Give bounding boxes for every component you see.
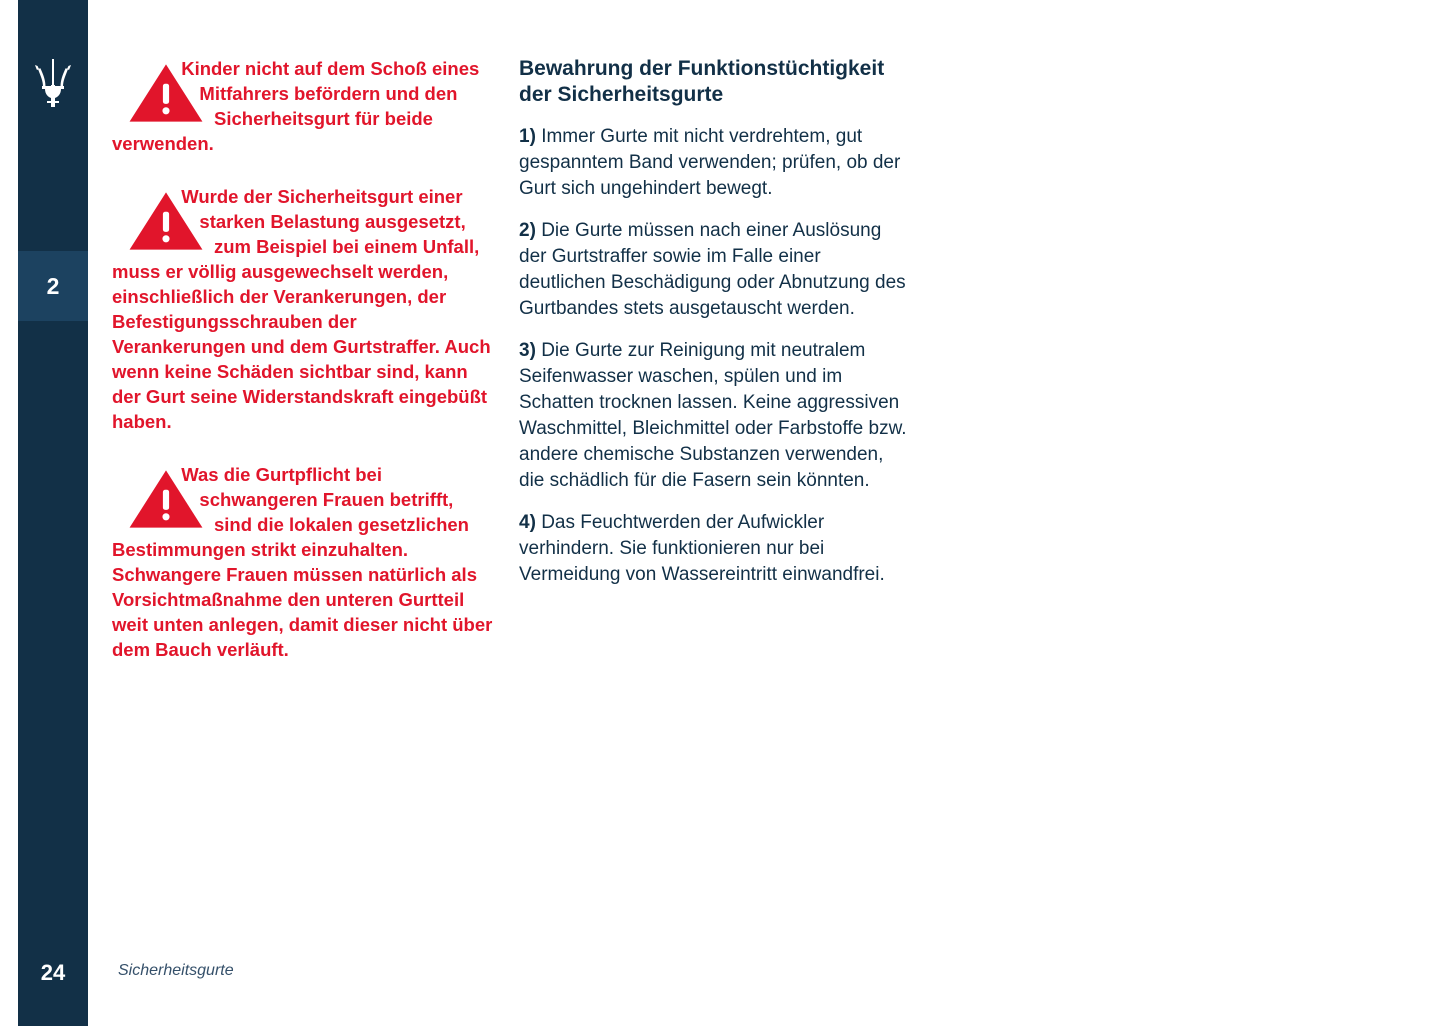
item-text: Die Gurte müssen nach einer Auslösung der Gurtstraffer sowie im Falle einer deutlichen Beschädigung oder Abnutzung des Gurtbandes stets ausgetauscht werden. (519, 220, 906, 319)
warning-block (112, 56, 494, 156)
numbered-item (519, 124, 909, 202)
item-number: 2) (519, 220, 536, 241)
item-text: Die Gurte zur Reinigung mit neutralem Seifenwasser waschen, spülen und im Schatten trocknen lassen. Keine aggressiven Waschmittel, Bleichmittel oder Farbstoffe bzw. andere chemische Substanzen verwenden, die schädlich für die Fasern sein könnten. (519, 340, 907, 491)
warning-text: Was die Gurtpflicht bei schwangeren Frauen betrifft, sind die lokalen gesetzlichen Bestimmungen strikt einzuhalten. Schwangere Frauen müssen natürlich als Vorsichtmaßnahme den unteren Gurtteil weit unten anlegen, damit dieser nicht über dem Bauch verläuft. (112, 464, 493, 660)
numbered-item (519, 338, 909, 494)
right-column (519, 56, 909, 604)
numbered-item (519, 510, 909, 588)
chapter-tab-label: 2 (46, 272, 60, 299)
warning-block (112, 462, 494, 662)
item-text: Das Feuchtwerden der Aufwickler verhindern. Sie funktionieren nur bei Vermeidung von Wassereintritt einwandfrei. (519, 512, 885, 585)
maserati-trident-icon (18, 48, 88, 118)
item-number: 3) (519, 340, 536, 361)
item-number: 1) (519, 126, 536, 147)
warning-text: Kinder nicht auf dem Schoß eines Mitfahrers befördern und den Sicherheitsgurt für beide verwenden. (112, 58, 480, 154)
sidebar (18, 0, 88, 1026)
page-number: 24 (40, 960, 66, 985)
footer-section-label: Sicherheitsgurte (118, 962, 234, 979)
numbered-item (519, 218, 909, 322)
item-text: Immer Gurte mit nicht verdrehtem, gut gespanntem Band verwenden; prüfen, ob der Gurt sich ungehindert bewegt. (519, 126, 901, 199)
item-number: 4) (519, 512, 536, 533)
left-column (112, 56, 494, 690)
chapter-tab[interactable] (18, 251, 88, 321)
warning-block (112, 184, 494, 434)
section-heading: Bewahrung der Funktionstüchtigkeit der Sicherheitsgurte (519, 57, 885, 106)
warning-text: Wurde der Sicherheitsgurt einer starken Belastung ausgesetzt, zum Beispiel bei einem Unfall, muss er völlig ausgewechselt werden, einschließlich der Verankerungen, der Befestigungsschrauben der Verankerungen und dem Gurtstraffer. Auch wenn keine Schäden sichtbar sind, kann der Gurt seine Widerstandskraft eingebüßt haben. (112, 186, 491, 432)
